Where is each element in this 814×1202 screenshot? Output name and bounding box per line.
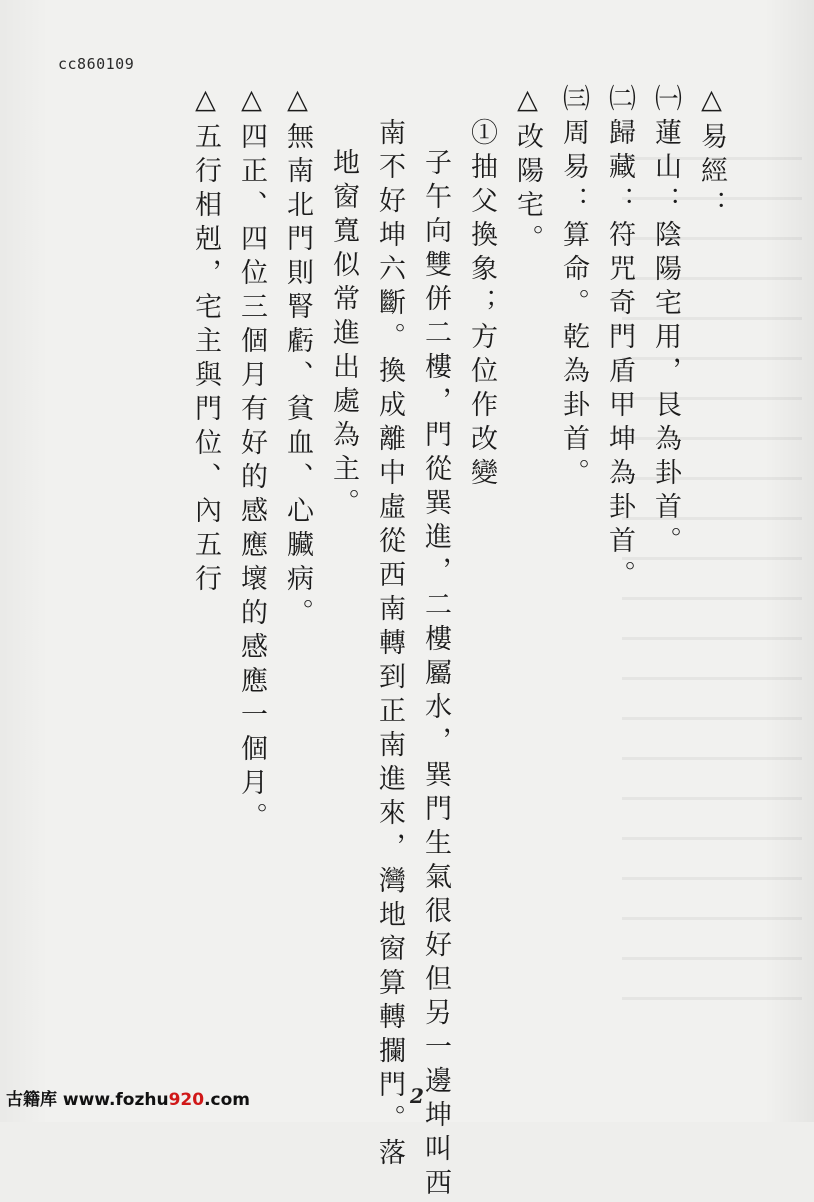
text-column-8: 南不好坤六斷。換成離中虛從西南轉到正南進來，灣地窗算轉攔門。落 (374, 118, 405, 1172)
footer-watermark (6, 1085, 250, 1110)
text-column-7: 子午向雙併二樓，門從巽進，二樓屬水，巽門生氣很好但另一邊坤叫西 (420, 148, 451, 1202)
text-column-1: △易經： (696, 84, 727, 224)
footer-url-accent: 920 (168, 1090, 205, 1110)
text-column-11: △四正、四位三個月有好的感應壞的感應一個月。 (236, 84, 267, 836)
text-column-10: △無南北門則腎虧、貧血、心臟病。 (282, 84, 313, 632)
footer-url-prefix: www.fozhu (62, 1090, 169, 1110)
text-column-5: △改陽宅。 (512, 84, 543, 258)
text-column-2: ㈠蓮山：陰陽宅用，艮為卦首。 (650, 84, 681, 560)
reference-code: cc860109 (58, 55, 135, 73)
page-number: 2 (410, 1084, 424, 1108)
text-column-12: △五行相剋，宅主與門位、內五行 (190, 84, 221, 598)
footer-url-suffix: .com (204, 1090, 251, 1110)
text-column-6: ①抽父換象；方位作改變 (466, 118, 497, 492)
text-column-3: ㈡歸藏：符咒奇門盾甲坤為卦首。 (604, 84, 635, 594)
text-column-9: 地窗寬似常進出處為主。 (328, 148, 359, 522)
text-column-4: ㈢周易：算命。乾為卦首。 (558, 84, 589, 492)
footer-site-name: 古籍库 (6, 1090, 57, 1110)
